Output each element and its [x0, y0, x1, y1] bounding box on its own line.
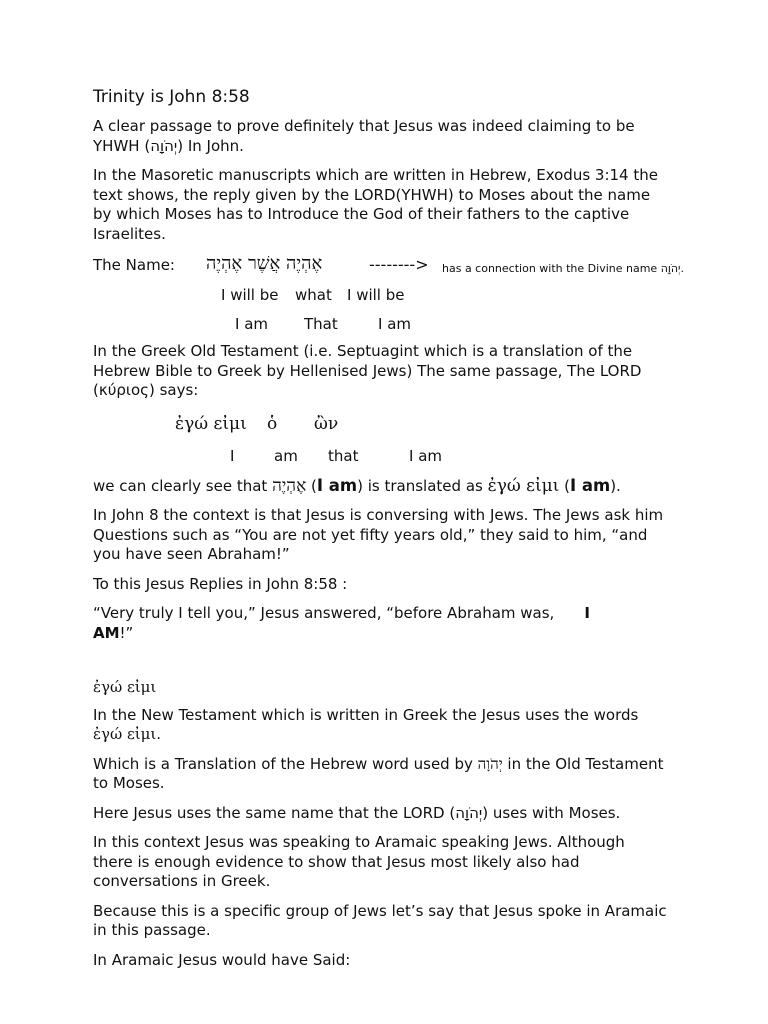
new-testament-paragraph: In the New Testament which is written in Greek the Jesus uses the words ἐγώ εἰμι. [93, 705, 639, 743]
same-name-paragraph: Here Jesus uses the same name that the LORD (יְהֹוָה) uses with Moses. [93, 803, 621, 822]
gloss-word: I will be [347, 286, 405, 304]
bold-i-am: I am [569, 475, 611, 495]
gloss-word: I am [409, 446, 442, 465]
greek-word: ἐγώ εἰμι [175, 413, 247, 434]
gloss-word: I [230, 446, 235, 465]
aramaic-group-paragraph: Because this is a specific group of Jews let’s say that Jesus spoke in Aramaic in this passage. [93, 901, 667, 939]
septuagint-paragraph: In the Greek Old Testament (i.e. Septuagint which is a translation of the Hebrew Bible to Greek by Hellenised Jews) The same passage, The LORD (κύριος) says: [93, 342, 642, 399]
hebrew-translation-paragraph: Which is a Translation of the Hebrew word used by יְהֹוָה in the Old Testament to Moses. [93, 754, 664, 792]
gloss-word: what [295, 286, 332, 304]
divine-name-row [93, 253, 685, 284]
page-title: Trinity is John 8:58 [93, 87, 250, 107]
bold-am: AM [93, 623, 120, 642]
john-quote-paragraph: “Very truly I tell you,” Jesus answered, “before Abraham was, I AM!” [93, 604, 590, 642]
greek-word: ἐγώ εἰμι [93, 725, 157, 743]
greek-heading: ἐγώ εἰμι [93, 678, 157, 696]
greek-word: ἐγώ εἰμι [487, 475, 560, 496]
hebrew-word: יְהֹוָה [477, 754, 503, 773]
will-be-gloss-row [93, 284, 668, 313]
greek-word: ὢν [314, 413, 339, 434]
divine-name-note: has a connection with the Divine name יְהֹוָה. [442, 262, 685, 275]
arrow-text: --------> [369, 255, 429, 274]
bold-i: I [584, 604, 590, 622]
bold-i-am: I am [316, 475, 358, 495]
gloss-word: I will be [221, 286, 279, 304]
gloss-word: that [328, 446, 359, 465]
document-page [93, 86, 685, 980]
name-label: The Name: [93, 256, 175, 274]
greek-phrase-row [93, 411, 668, 445]
hebrew-word: אֶהְיֶה [272, 475, 307, 496]
hebrew-phrase: אֶהְיֶה אֲשֶׁר אֶהְיֶה [206, 253, 323, 274]
greek-word: ὁ [267, 413, 278, 434]
greek-gloss-row [93, 445, 668, 474]
i-am-gloss-row [93, 313, 668, 342]
translation-paragraph: we can clearly see that אֶהְיֶה (I am) is translated as ἐγώ εἰμι (I am). [93, 475, 621, 496]
gloss-word: I am [235, 315, 268, 333]
intro-paragraph: A clear passage to prove definitely that Jesus was indeed claiming to be YHWH (יְהֹוָה) In John. [93, 117, 635, 155]
aramaic-context-paragraph: In this context Jesus was speaking to Aramaic speaking Jews. Although there is enough evidence to show that Jesus most likely also had conversations in Greek. [93, 833, 625, 890]
masoretic-paragraph: In the Masoretic manuscripts which are written in Hebrew, Exodus 3:14 the text shows, the reply given by the LORD(YHWH) to Moses about the name by which Moses has to Introduce the God of their fathers to the captive Israelites. [93, 166, 658, 243]
jesus-replies-paragraph: To this Jesus Replies in John 8:58 : [93, 574, 348, 593]
gloss-word: am [274, 446, 298, 465]
john-context-paragraph: In John 8 the context is that Jesus is conversing with Jews. The Jews ask him Questions such as “You are not yet fifty years old,” they said to him, “and you have seen Abraham!” [93, 506, 664, 563]
gloss-word: I am [378, 315, 411, 333]
gloss-word: That [304, 315, 338, 333]
aramaic-said-paragraph: In Aramaic Jesus would have Said: [93, 950, 351, 969]
